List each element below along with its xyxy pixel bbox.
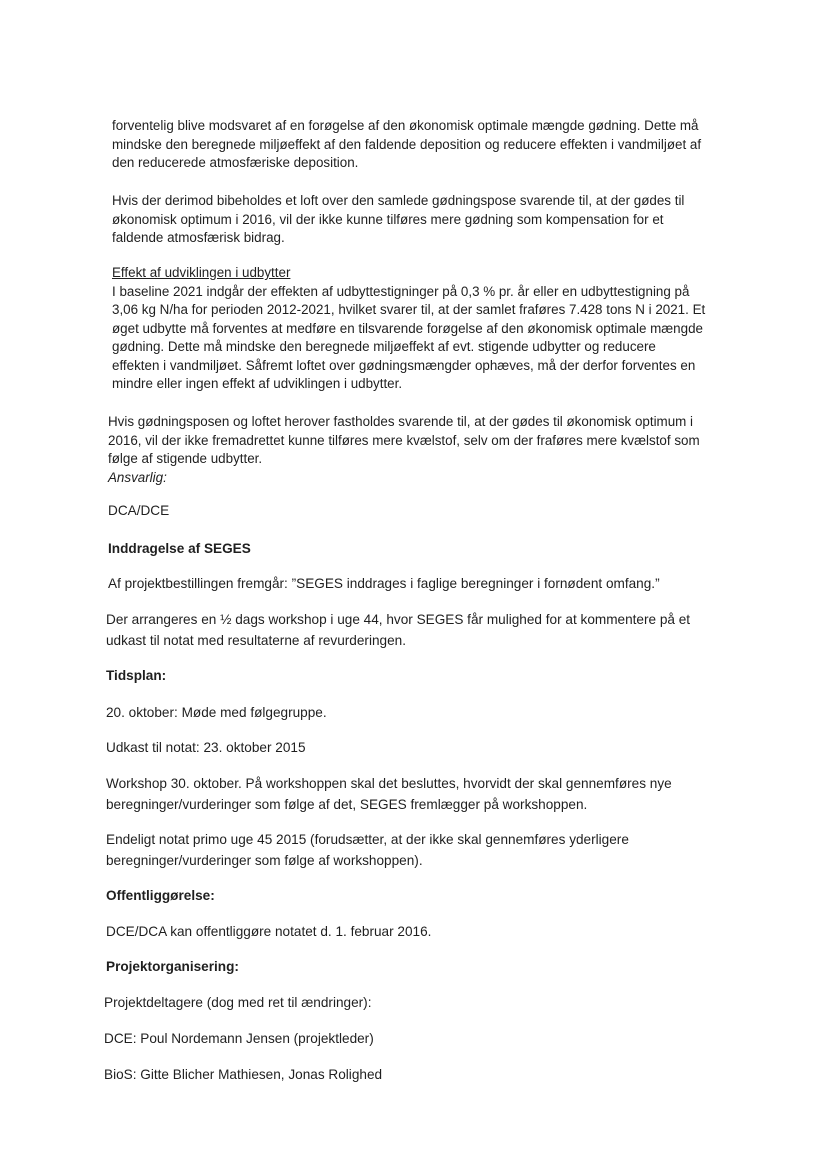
paragraph-fertilizer-cap <box>112 192 684 248</box>
text-line: følge af stigende udbytter. <box>108 451 263 466</box>
seges-paragraph-2 <box>106 609 690 651</box>
text-line: gødning. Dette må mindske den beregnede miljøeffekt af evt. stigende udbytter og reducere <box>112 339 656 354</box>
text-line: forventelig blive modsvaret af en forøgelse af den økonomisk optimale mængde gødning. Dette må <box>112 118 699 133</box>
responsible-label: Ansvarlig: <box>108 469 167 485</box>
text-line: øget udbytte må forventes at medføre en tilsvarende forøgelse af den økonomisk optimale mængde <box>112 320 703 336</box>
text-line: beregninger/vurderinger som følge af workshoppen). <box>106 853 423 868</box>
paragraph-fertilizer-pool <box>108 413 700 487</box>
text-line: 2016, vil der ikke fremadrettet kunne tilføres mere kvælstof, selv om der fraføres mere kvælstof som <box>108 432 700 448</box>
tidsplan-item-3 <box>106 773 672 815</box>
offentliggorelse-heading: Offentliggørelse: <box>106 888 215 903</box>
seges-paragraph-1: Af projektbestillingen fremgår: ”SEGES inddrages i faglige beregninger i fornødent omfang.” <box>108 576 660 591</box>
text-line: den reducerede atmosfæriske deposition. <box>112 155 359 170</box>
text-line: udkast til notat med resultaterne af revurderingen. <box>106 633 406 648</box>
tidsplan-item-1: 20. oktober: Møde med følgegruppe. <box>106 705 327 720</box>
projektorganisering-heading: Projektorganisering: <box>106 959 239 974</box>
text-line: Hvis gødningsposen og loftet herover fastholdes svarende til, at der gødes til økonomisk optimum i <box>108 414 694 429</box>
text-line: 3,06 kg N/ha for perioden 2012-2021, hvilket svarer til, at der samlet fraføres 7.428 tons N i 2021. Et <box>112 302 706 317</box>
text-line: mindre eller ingen effekt af udviklingen i udbytter. <box>112 376 403 391</box>
text-line: Hvis der derimod bibeholdes et loft over den samlede gødningspose svarende til, at der gødes til <box>112 193 685 208</box>
text-line: mindske den beregnede miljøeffekt af den faldende deposition og reducere effekten i vandmiljøet af <box>112 136 702 152</box>
tidsplan-item-2: Udkast til notat: 23. oktober 2015 <box>106 740 306 755</box>
tidsplan-heading: Tidsplan: <box>106 668 167 683</box>
text-line: beregninger/vurderinger som følge af det, SEGES fremlægger på workshoppen. <box>106 797 588 812</box>
text-line: faldende atmosfærisk bidrag. <box>112 230 285 245</box>
text-line: I baseline 2021 indgår der effekten af udbyttestigninger på 0,3 % pr. år eller en udbyttestigning på <box>112 283 690 299</box>
text-line: Workshop 30. oktober. På workshoppen skal det besluttes, hvorvidt der skal gennemføres nye <box>106 776 672 791</box>
participant-bios: BioS: Gitte Blicher Mathiesen, Jonas Rolighed <box>104 1067 383 1082</box>
section-heading: Effekt af udviklingen i udbytter <box>112 265 291 280</box>
seges-heading: Inddragelse af SEGES <box>108 541 251 556</box>
text-line: økonomisk optimum i 2016, vil der ikke kunne tilføres mere gødning som kompensation for et <box>112 211 664 227</box>
participant-dce: DCE: Poul Nordemann Jensen (projektleder) <box>104 1031 374 1046</box>
section-yield-development <box>112 264 705 394</box>
tidsplan-item-4 <box>106 829 629 871</box>
offentliggorelse-text: DCE/DCA kan offentliggøre notatet d. 1. februar 2016. <box>106 924 432 939</box>
text-line: Endeligt notat primo uge 45 2015 (forudsætter, at der ikke skal gennemføres yderligere <box>106 832 629 847</box>
projektdeltagere-intro: Projektdeltagere (dog med ret til ændringer): <box>104 995 372 1010</box>
responsible-value: DCA/DCE <box>108 503 170 518</box>
paragraph-deposition-effect <box>112 117 701 173</box>
text-line: effekten i vandmiljøet. Såfremt loftet over gødningsmængder ophæves, må der derfor forventes en <box>112 357 696 373</box>
text-line: Der arrangeres en ½ dags workshop i uge 44, hvor SEGES får mulighed for at kommentere på et <box>106 612 691 627</box>
